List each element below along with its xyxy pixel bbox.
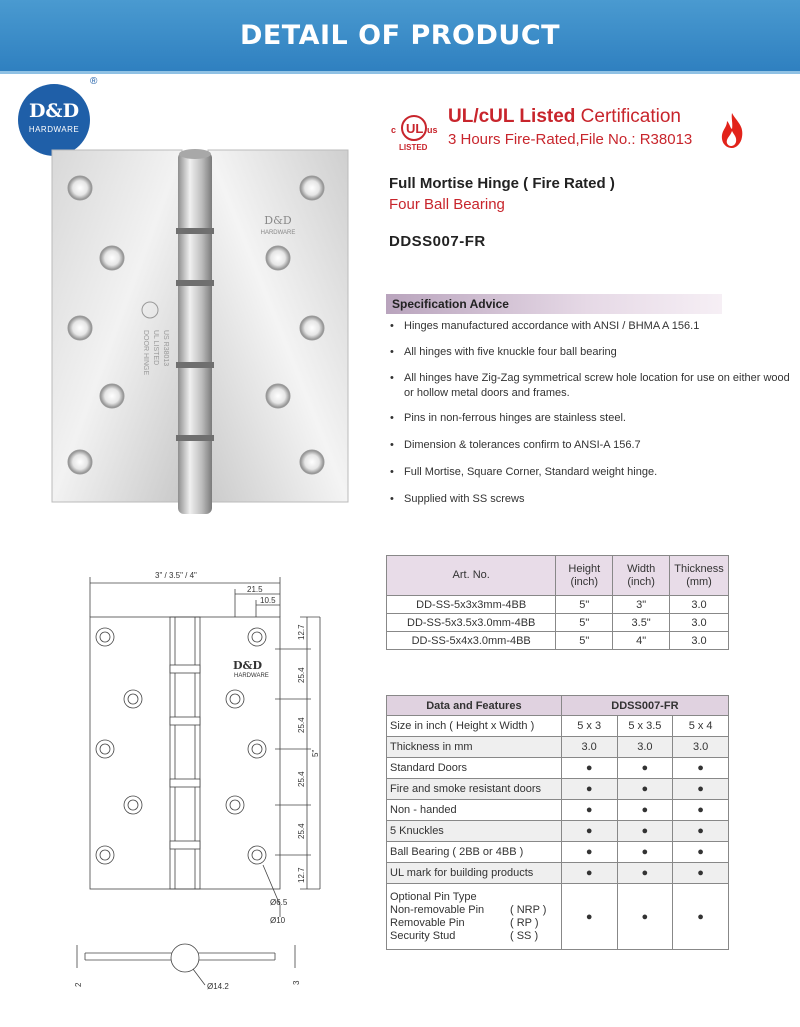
hinge-photo xyxy=(50,140,355,520)
row-label: UL mark for building products xyxy=(387,863,562,884)
drawing-thickness-left: 2 xyxy=(74,982,83,987)
cell: DD-SS-5x3.5x3.0mm-4BB xyxy=(387,614,556,632)
mark-cell: ● xyxy=(617,758,673,779)
features-header-right: DDSS007-FR xyxy=(561,696,728,716)
ul-listed-logo xyxy=(389,109,443,153)
certification-listed: UL/cUL Listed xyxy=(448,106,576,127)
mark-cell: ● xyxy=(673,863,729,884)
drawing-hole-large: Ø10 xyxy=(270,916,286,925)
banner-title: DETAIL OF PRODUCT xyxy=(239,20,561,51)
row-label: 5 Knuckles xyxy=(387,821,562,842)
drawing-dim-25-4-c: 25.4 xyxy=(297,771,306,787)
mark-cell: ● xyxy=(673,884,729,950)
table-row xyxy=(387,596,729,614)
svg-text:UL LISTED: UL LISTED xyxy=(152,330,159,366)
spec-item: • Supplied with SS screws xyxy=(386,492,796,507)
product-name: Full Mortise Hinge ( Fire Rated ) xyxy=(389,175,615,192)
mark-cell: ● xyxy=(561,842,617,863)
product-code: DDSS007-FR xyxy=(389,233,486,250)
cell: 3.0 xyxy=(670,632,729,650)
mark-cell: ● xyxy=(561,800,617,821)
table-row xyxy=(387,800,729,821)
cell: 4" xyxy=(613,632,670,650)
row-label: Size in inch ( Height x Width ) xyxy=(387,716,562,737)
drawing-stamp-sub: HARDWARE xyxy=(234,673,269,679)
hinge-knuckle xyxy=(176,149,214,514)
pin-code: ( SS ) xyxy=(510,929,539,942)
row-label: Fire and smoke resistant doors xyxy=(387,779,562,800)
cell: 5 x 4 xyxy=(673,716,729,737)
drawing-dim-10-5: 10.5 xyxy=(260,596,276,605)
certification-title xyxy=(448,106,681,128)
table-row xyxy=(387,614,729,632)
table-row xyxy=(387,716,729,737)
pin-name: Security Stud xyxy=(390,929,456,942)
svg-text:HARDWARE: HARDWARE xyxy=(260,230,296,236)
cell: 3.0 xyxy=(561,737,617,758)
logo-sub-text: HARDWARE xyxy=(28,125,80,134)
mark-cell: ● xyxy=(617,779,673,800)
mark-cell: ● xyxy=(673,800,729,821)
cell: 5" xyxy=(556,596,613,614)
cell: 5 x 3 xyxy=(561,716,617,737)
mark-cell: ● xyxy=(561,884,617,950)
flame-icon xyxy=(718,111,746,149)
row-label: Thickness in mm xyxy=(387,737,562,758)
technical-drawing xyxy=(75,565,325,1005)
cell: 3" xyxy=(613,596,670,614)
pin-name: Removable Pin xyxy=(390,916,465,929)
table-row xyxy=(387,758,729,779)
svg-text:US R38013: US R38013 xyxy=(162,330,169,367)
svg-text:LISTED: LISTED xyxy=(399,143,428,152)
col-art-no: Art. No. xyxy=(387,556,556,596)
certification-detail: 3 Hours Fire-Rated,File No.: R38013 xyxy=(448,131,693,148)
mark-cell: ● xyxy=(673,779,729,800)
pin-name: Non-removable Pin xyxy=(390,903,485,916)
drawing-dim-25-4-d: 25.4 xyxy=(297,823,306,839)
drawing-dim-25-4-a: 25.4 xyxy=(297,667,306,683)
cell: 5" xyxy=(556,614,613,632)
svg-text:UL: UL xyxy=(406,121,424,136)
size-table-header xyxy=(387,556,729,596)
product-subtitle: Four Ball Bearing xyxy=(389,196,505,213)
table-row xyxy=(387,863,729,884)
spec-item: • Pins in non-ferrous hinges are stainless steel. xyxy=(386,411,796,426)
features-header-left: Data and Features xyxy=(387,696,562,716)
cell: 3.5" xyxy=(613,614,670,632)
spec-heading: Specification Advice xyxy=(386,294,722,314)
svg-text:c: c xyxy=(391,125,397,135)
drawing-width-label: 3" / 3.5" / 4" xyxy=(155,571,197,580)
table-row xyxy=(387,632,729,650)
row-label: Ball Bearing ( 2BB or 4BB ) xyxy=(387,842,562,863)
pin-code: ( NRP ) xyxy=(510,903,547,916)
col-height: Height (inch) xyxy=(556,556,613,596)
mark-cell: ● xyxy=(617,884,673,950)
optional-pin-title: Optional Pin Type xyxy=(390,890,477,903)
drawing-thickness-right: 3 xyxy=(292,980,301,985)
cell: DD-SS-5x3x3mm-4BB xyxy=(387,596,556,614)
cell: 3.0 xyxy=(673,737,729,758)
cell: DD-SS-5x4x3.0mm-4BB xyxy=(387,632,556,650)
svg-text:us: us xyxy=(427,125,438,135)
cell: 3.0 xyxy=(670,614,729,632)
table-row xyxy=(387,737,729,758)
spec-item: • All hinges with five knuckle four ball bearing xyxy=(386,345,796,360)
features-table-header xyxy=(387,696,729,716)
cell: 3.0 xyxy=(670,596,729,614)
mark-cell: ● xyxy=(561,863,617,884)
mark-cell: ● xyxy=(673,842,729,863)
mark-cell: ● xyxy=(617,821,673,842)
spec-item: • All hinges have Zig-Zag symmetrical screw hole location for use on either wood or hollow metal doors and frames. xyxy=(386,371,796,401)
spec-item: • Full Mortise, Square Corner, Standard weight hinge. xyxy=(386,465,796,480)
mark-cell: ● xyxy=(561,758,617,779)
mark-cell: ● xyxy=(617,842,673,863)
cell: 5" xyxy=(556,632,613,650)
registered-mark: ® xyxy=(90,76,98,87)
table-row xyxy=(387,842,729,863)
size-table xyxy=(386,555,729,650)
mark-cell: ● xyxy=(673,758,729,779)
features-table xyxy=(386,695,729,950)
spec-item: • Hinges manufactured accordance with ANSI / BHMA A 156.1 xyxy=(386,319,796,334)
certification-word: Certification xyxy=(580,106,681,127)
table-row xyxy=(387,779,729,800)
row-label: Non - handed xyxy=(387,800,562,821)
drawing-hole-small: Ø6.5 xyxy=(270,898,288,907)
spec-item: • Dimension & tolerances confirm to ANSI-A 156.7 xyxy=(386,438,796,453)
mark-cell: ● xyxy=(561,821,617,842)
svg-text:DOOR HINGE: DOOR HINGE xyxy=(142,330,149,376)
drawing-knuckle-label: Ø14.2 xyxy=(207,982,229,991)
drawing-dim-12-7-bottom: 12.7 xyxy=(297,867,306,883)
svg-text:D&D: D&D xyxy=(264,214,292,227)
cell: 3.0 xyxy=(617,737,673,758)
col-width: Width (inch) xyxy=(613,556,670,596)
mark-cell: ● xyxy=(617,863,673,884)
cell: 5 x 3.5 xyxy=(617,716,673,737)
drawing-dim-25-4-b: 25.4 xyxy=(297,717,306,733)
mark-cell: ● xyxy=(617,800,673,821)
table-row xyxy=(387,884,729,950)
row-label: Standard Doors xyxy=(387,758,562,779)
optional-pin-cell xyxy=(387,884,562,950)
spec-list xyxy=(386,319,796,507)
pin-code: ( RP ) xyxy=(510,916,539,929)
header-banner xyxy=(0,0,800,74)
col-thickness: Thickness (mm) xyxy=(670,556,729,596)
mark-cell: ● xyxy=(561,779,617,800)
mark-cell: ● xyxy=(673,821,729,842)
drawing-dim-12-7-top: 12.7 xyxy=(297,624,306,640)
drawing-stamp-main: D&D xyxy=(233,659,263,672)
drawing-height-label: 5" xyxy=(311,749,320,757)
table-row xyxy=(387,821,729,842)
drawing-side-view xyxy=(77,944,295,985)
logo-main-text: D&D xyxy=(28,100,80,122)
drawing-dim-21-5: 21.5 xyxy=(247,585,263,594)
